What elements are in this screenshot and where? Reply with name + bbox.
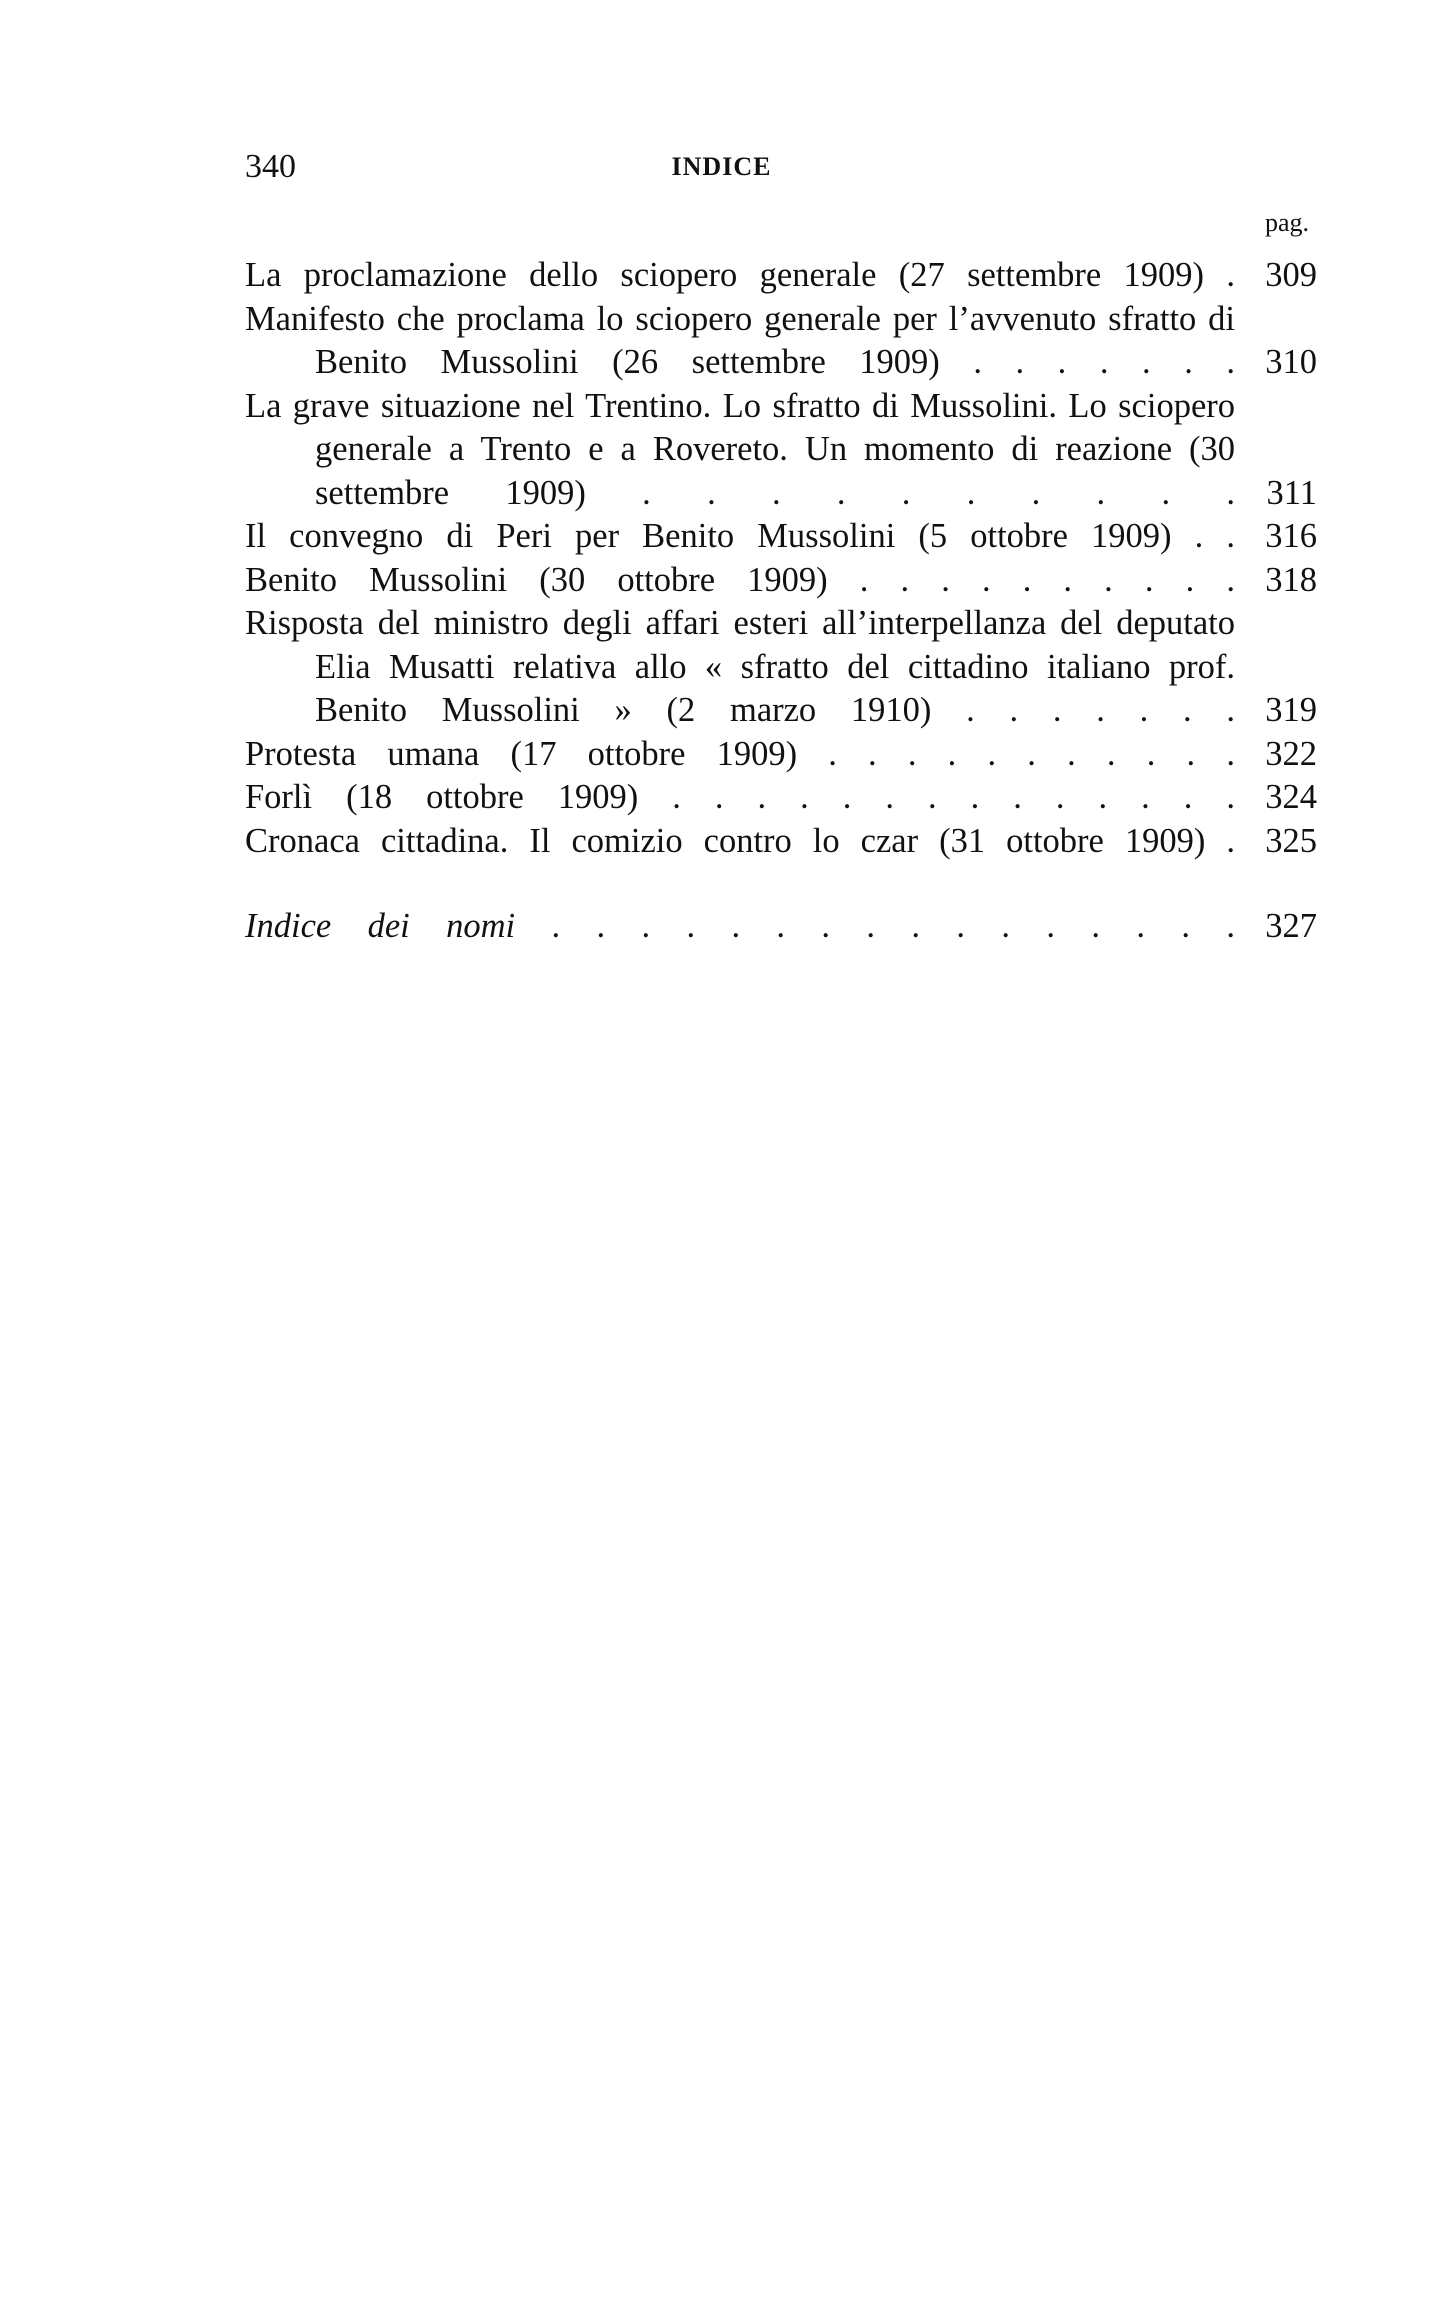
- toc-entry-title: Protesta umana (17 ottobre 1909) . . . . . . . . . . .: [245, 734, 1235, 773]
- toc-entry: [245, 559, 1317, 603]
- toc-entry-title: La grave situazione nel Trentino. Lo sfratto di Mussolini. Lo sciopero generale a Trento e a Rovereto. Un momento di reazione (30 settembre 1909) . . . . . . . . . .: [245, 386, 1235, 512]
- toc-entry-page: 325: [1265, 821, 1317, 860]
- toc-entry-page: 318: [1265, 560, 1317, 599]
- toc-entry-title: Il convegno di Peri per Benito Mussolini (5 ottobre 1909) . .: [245, 517, 1235, 555]
- toc-entry-name-index: [245, 905, 1317, 949]
- toc-entry: [245, 733, 1317, 777]
- toc-entry-title: Risposta del ministro degli affari esteri all’interpellanza del deputato Elia Musatti relativa allo « sfratto del cittadino italiano prof. Benito Mussolini » (2 marzo 1910) . . . . . . .: [245, 604, 1235, 729]
- toc-entry: [245, 254, 1317, 298]
- page-number: 340: [245, 148, 296, 185]
- toc-entry: [245, 298, 1317, 385]
- toc-entry-page: 311: [1266, 473, 1317, 512]
- toc-entry-title: Manifesto che proclama lo sciopero generale per l’avvenuto sfratto di Benito Mussolini (26 settembre 1909) . . . . . . .: [245, 299, 1235, 381]
- toc-entry: [245, 602, 1317, 733]
- toc-entry-title: Cronaca cittadina. Il comizio contro lo czar (31 ottobre 1909) .: [245, 821, 1235, 860]
- table-of-contents: [245, 254, 1317, 949]
- toc-entry-title: La proclamazione dello sciopero generale (27 settembre 1909) .: [245, 256, 1235, 294]
- toc-entry-page: 322: [1265, 734, 1317, 773]
- toc-entry: [245, 820, 1317, 864]
- toc-entry: [245, 515, 1317, 559]
- running-head: INDICE: [671, 152, 772, 181]
- toc-entry-page: 327: [1265, 907, 1317, 945]
- toc-entry-page: 310: [1265, 343, 1317, 381]
- toc-entry-page: 319: [1265, 691, 1317, 729]
- toc-entry-page: 316: [1265, 517, 1317, 555]
- page-column-label: pag.: [1265, 208, 1310, 237]
- toc-entry-page: 324: [1265, 778, 1317, 816]
- toc-entry-title: Forlì (18 ottobre 1909) . . . . . . . . . . . . . .: [245, 778, 1235, 816]
- toc-entry-title: Indice dei nomi: [245, 907, 516, 945]
- toc-entry: [245, 385, 1317, 516]
- toc-entry-leader-dots: . . . . . . . . . . . . . . . .: [515, 907, 1235, 945]
- toc-entry: [245, 776, 1317, 820]
- toc-entry-title: Benito Mussolini (30 ottobre 1909) . . . . . . . . . .: [245, 560, 1235, 599]
- toc-entry-page: 309: [1265, 256, 1317, 294]
